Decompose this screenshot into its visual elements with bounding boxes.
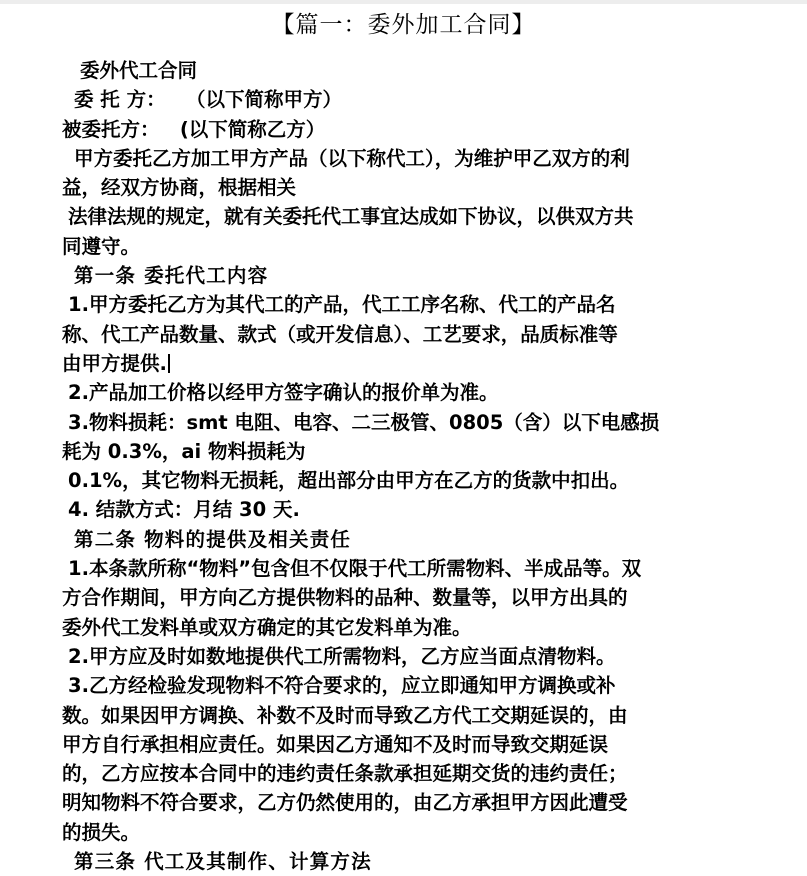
document-line (0, 290, 807, 319)
document-line-text: 委外代工发料单或双方确定的其它发料单为准。 (62, 615, 472, 639)
document-line (0, 847, 807, 876)
document-line (0, 378, 807, 407)
document-line (0, 642, 807, 671)
document-line (0, 261, 807, 290)
document-line (0, 583, 807, 612)
document-line-text: 2.产品加工价格以经甲方签字确认的报价单为准。 (68, 381, 499, 405)
document-title: 【篇一：委外加工合同】 (271, 12, 536, 38)
document-line (0, 818, 807, 847)
document-line (0, 730, 807, 759)
document-body (0, 40, 807, 874)
document-line-text: 的，乙方应按本合同中的违约责任条款承担延期交货的违约责任； (62, 762, 628, 786)
document-line (0, 788, 807, 817)
document-line-text: 1.甲方委托乙方为其代工的产品，代工工序名称、代工的产品名 (68, 293, 616, 317)
document-line-text: 2.甲方应及时如数地提供代工所需物料，乙方应当面点清物料。 (68, 644, 616, 668)
document-page (0, 4, 807, 874)
document-line-text: 甲方委托乙方加工甲方产品（以下称代工），为维护甲乙双方的利 (74, 146, 630, 170)
document-line (0, 495, 807, 524)
document-line (0, 759, 807, 788)
document-line-text: 第一条 委托代工内容 (74, 264, 269, 288)
document-line (0, 525, 807, 554)
document-line-text: 方合作期间，甲方向乙方提供物料的品种、数量等，以甲方出具的 (62, 586, 628, 610)
document-line-text: 委 托 方： （以下简称甲方） (74, 88, 342, 112)
document-line (0, 144, 807, 173)
document-line-clipped (0, 847, 807, 874)
document-line (0, 115, 807, 144)
document-line-text: 同遵守。 (62, 234, 141, 258)
document-line-text: 法律法规的规定，就有关委托代工事宜达成如下协议，以供双方共 (68, 205, 634, 229)
document-line-text: 第三条 代工及其制作、计算方法 (74, 850, 372, 874)
document-line-text: 被委托方： (以下简称乙方） (62, 117, 326, 141)
document-line (0, 202, 807, 231)
document-line-text: 甲方自行承担相应责任。如果因乙方通知不及时而导致交期延误 (62, 732, 609, 756)
document-line (0, 701, 807, 730)
document-line-text: 的损失。 (62, 820, 141, 844)
document-line (0, 671, 807, 700)
text-cursor-caret (168, 354, 170, 373)
document-line (0, 466, 807, 495)
document-line (0, 349, 807, 378)
document-line (0, 232, 807, 261)
document-line (0, 437, 807, 466)
document-line-text: 称、代工产品数量、款式（或开发信息）、工艺要求，品质标准等 (62, 322, 618, 346)
document-line-text: 益，经双方协商，根据相关 (62, 176, 297, 200)
document-line (0, 554, 807, 583)
document-line (0, 173, 807, 202)
document-line-text: 第二条 物料的提供及相关责任 (74, 527, 352, 551)
document-line-text: 3.物料损耗：smt 电阻、电容、二三极管、0805（含）以下电感损 (68, 410, 660, 434)
document-line-text: 0.1%，其它物料无损耗，超出部分由甲方在乙方的货款中扣出。 (68, 469, 630, 493)
document-line (0, 56, 807, 85)
document-line (0, 320, 807, 349)
document-line-text: 数。如果因甲方调换、补数不及时而导致乙方代工交期延误的，由 (62, 703, 628, 727)
document-line-text: 3.乙方经检验发现物料不符合要求的，应立即通知甲方调换或补 (68, 674, 616, 698)
document-line-text: 耗为 0.3%，ai 物料损耗为 (62, 439, 306, 463)
document-line-text: 1.本条款所称“物料”包含但不仅限于代工所需物料、半成品等。双 (68, 557, 642, 581)
document-line-text: 4. 结款方式：月结 30 天. (68, 498, 300, 522)
document-line-text: 委外代工合同 (80, 59, 198, 82)
document-line (0, 408, 807, 437)
document-line-text: 明知物料不符合要求，乙方仍然使用的，由乙方承担甲方因此遭受 (62, 791, 628, 815)
document-line-text: 由甲方提供. (62, 351, 167, 375)
document-line (0, 613, 807, 642)
document-line (0, 85, 807, 114)
